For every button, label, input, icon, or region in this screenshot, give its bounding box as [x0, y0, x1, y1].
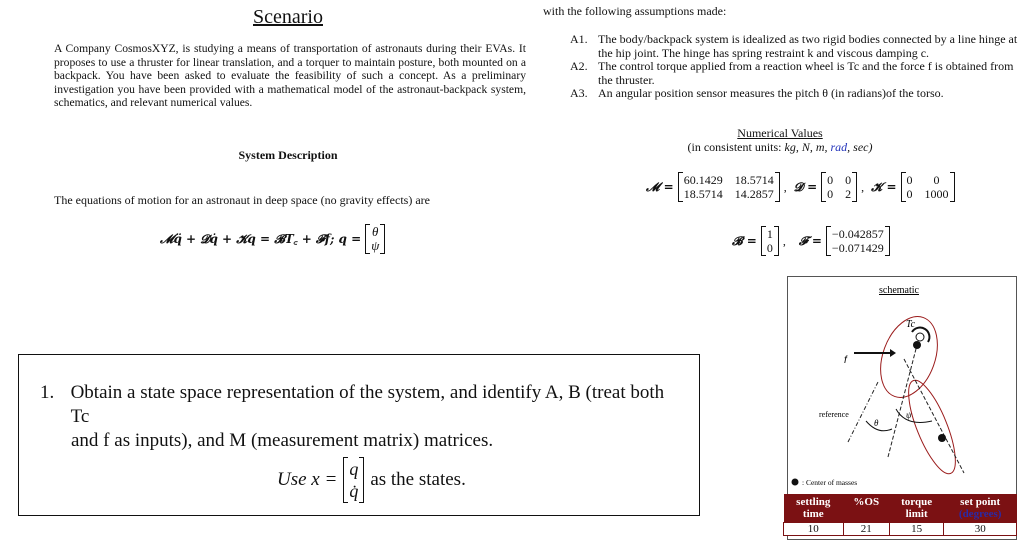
b-matrix	[761, 226, 779, 256]
use-label: Use x =	[277, 469, 338, 490]
question-text-1: Obtain a state space representation of the system, and identify A, B (treat both Tc	[70, 382, 665, 427]
matrix-cell: 2	[845, 187, 852, 201]
matrix-cell: 60.1429	[683, 173, 723, 187]
theta-arc	[866, 421, 892, 431]
torso-center-of-mass	[913, 341, 921, 349]
criteria-header-row	[784, 494, 1017, 523]
scenario-paragraph: A Company CosmosXYZ, is studying a means of transportation of astronauts during their EVAs. It proposes to use a thruster for linear translation, and a torquer to maintain posture, both mounted on a backpack. You have been asked to evaluate the feasibility of such a concept. As a preliminary investigation you have been provided with a mathematical model of the astronaut-backpack system, schematics, and relevant numerical values.	[54, 42, 526, 110]
value-torque-limit: 15	[889, 523, 944, 536]
reference-line	[848, 382, 878, 442]
assumption-label: A1.	[570, 32, 588, 46]
header-line: limit	[905, 508, 928, 520]
q-entry: ψ	[371, 238, 380, 253]
matrix-cell: 0	[933, 173, 940, 187]
design-criteria-table	[783, 494, 1017, 536]
reference-label: reference	[819, 410, 849, 419]
legs-axis	[904, 359, 964, 473]
assumption-item	[570, 87, 1020, 101]
units-prefix: (in consistent units:	[687, 140, 785, 154]
bf-matrices: 𝓑 = 1 0 , 𝓕 = −0.042857 −0.071429	[732, 226, 890, 256]
torso-axis	[888, 345, 917, 457]
question-line-1	[40, 381, 679, 429]
theta-label: θ	[874, 418, 879, 428]
state-definition	[40, 457, 679, 503]
b-label: 𝓑 =	[732, 233, 757, 248]
assumptions-list	[570, 33, 1020, 101]
equation-text: 𝓜q̈ + 𝓓q̇ + 𝓚q = 𝓑T꜀ + 𝓕f; q =	[160, 231, 362, 246]
matrix-cell: −0.042857	[831, 227, 884, 241]
reaction-wheel-icon	[916, 333, 924, 341]
header-settling-time	[784, 494, 844, 523]
f-matrix	[826, 226, 890, 256]
numerical-values-heading	[640, 126, 920, 154]
as-states-label: as the states.	[370, 469, 466, 490]
schematic-title: schematic	[879, 285, 919, 296]
d-matrix	[821, 172, 857, 202]
k-matrix	[901, 172, 955, 202]
question-box	[18, 354, 700, 516]
header-line: settling	[796, 496, 831, 508]
matrix-cell: 0	[827, 173, 834, 187]
units-line	[640, 140, 920, 154]
legend-dot-icon	[792, 479, 799, 486]
matrix-cell: 18.5714	[683, 187, 723, 201]
matrix-cell: 0	[906, 173, 913, 187]
header-set-point	[944, 494, 1017, 523]
assumption-text: The body/backpack system is idealized as two rigid bodies connected by a line hinge at the hip joint. The hinge has spring restraint k and viscous damping c.	[598, 32, 1018, 60]
assumption-label: A3.	[570, 86, 588, 100]
header-os	[843, 494, 889, 523]
units-suffix: , sec)	[847, 140, 873, 154]
f-label: 𝓕 =	[798, 233, 822, 248]
matrix-cell: 0	[827, 187, 834, 201]
legend-label: : Center of masses	[802, 478, 858, 487]
assumption-item	[570, 33, 1020, 60]
header-line: (degrees)	[958, 508, 1002, 520]
scenario-title: Scenario	[253, 6, 323, 28]
matrix-cell: 1000	[924, 187, 949, 201]
header-line: set point	[960, 496, 1001, 508]
header-torque-limit	[889, 494, 944, 523]
matrix-cell: 0	[766, 241, 773, 255]
x-vector	[343, 457, 364, 503]
header-line: torque	[901, 496, 933, 508]
f-label: f	[844, 355, 847, 366]
matrix-cell: 1	[766, 227, 773, 241]
tc-label: Tc	[906, 319, 916, 330]
matrix-cell: 0	[906, 187, 913, 201]
question-number: 1.	[40, 382, 55, 403]
value-settling-time: 10	[784, 523, 844, 536]
x-entry: q̇	[349, 481, 359, 501]
m-matrix	[678, 172, 780, 202]
d-label: 𝓓 =	[793, 179, 818, 194]
matrix-cell: 14.2857	[734, 187, 774, 201]
value-set-point: 30	[944, 523, 1017, 536]
numerical-title: Numerical Values	[737, 126, 823, 140]
question-text-2: and f as inputs), and M (measurement matrix) matrices.	[71, 430, 494, 451]
mdk-matrices: 𝓜 = 60.1429 18.5714 18.5714 14.2857 , 𝓓 = 0 0 0 2 , 𝓚 = 0 0 0 1000	[646, 172, 955, 202]
assumption-text: An angular position sensor measures the pitch θ (in radians)of the torso.	[598, 86, 944, 100]
units: kg, N, m,	[784, 140, 831, 154]
assumption-item	[570, 60, 1020, 87]
matrix-cell: −0.071429	[831, 241, 884, 255]
criteria-value-row	[784, 523, 1017, 536]
header-line: time	[802, 508, 824, 520]
force-arrowhead-icon	[890, 349, 896, 357]
header-line: %OS	[853, 496, 880, 508]
k-label: 𝓚 =	[871, 179, 897, 194]
assumption-text: The control torque applied from a reaction wheel is Tc and the force f is obtained from the thruster.	[598, 59, 1014, 87]
system-description-heading: System Description	[238, 148, 338, 162]
equation-of-motion	[160, 224, 385, 254]
legs-center-of-mass	[938, 434, 946, 442]
m-label: 𝓜 =	[646, 179, 674, 194]
matrix-cell: 18.5714	[734, 173, 774, 187]
q-vector	[365, 224, 385, 254]
value-os: 21	[843, 523, 889, 536]
assumption-label: A2.	[570, 59, 588, 73]
assumptions-intro: with the following assumptions made:	[543, 4, 727, 18]
q-entry: θ	[372, 224, 379, 239]
legs-ellipse	[899, 375, 964, 479]
units-rad: rad	[830, 140, 848, 154]
psi-label: ψ	[906, 410, 912, 420]
x-entry: q	[349, 459, 359, 479]
matrix-cell: 0	[845, 173, 852, 187]
eom-text: The equations of motion for an astronaut in deep space (no gravity effects) are	[54, 193, 430, 207]
